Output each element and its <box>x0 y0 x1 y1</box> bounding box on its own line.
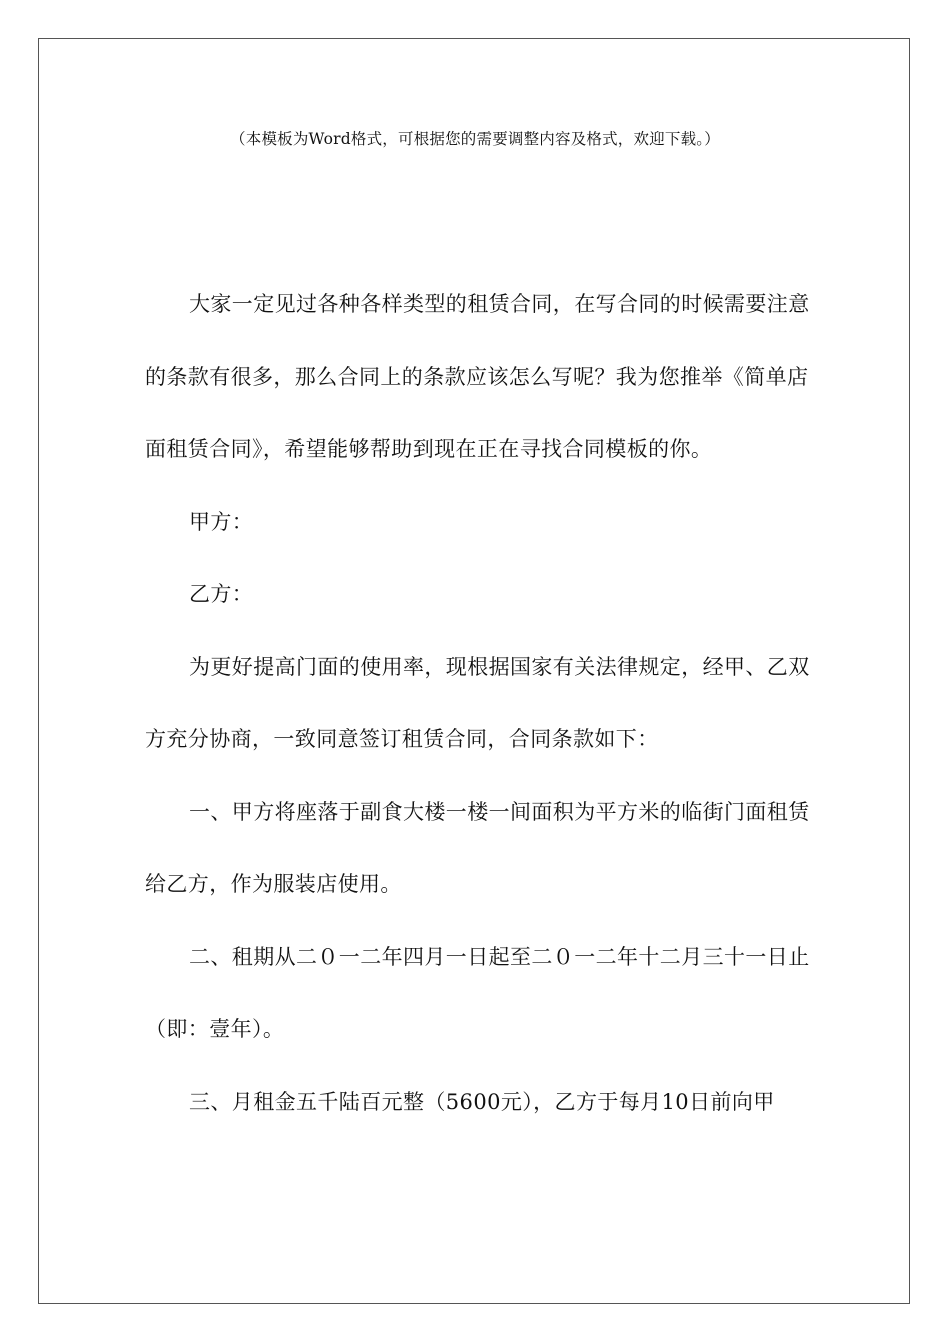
preamble-paragraph: 为更好提高门面的使用率，现根据国家有关法律规定，经甲、乙双方充分协商，一致同意签订租赁合同，合同条款如下： <box>145 654 810 751</box>
party-b-line: 乙方： <box>189 582 254 606</box>
document-body <box>145 268 810 1138</box>
clause-3: 三、月租金五千陆百元整（5600元），乙方于每月10日前向甲 <box>189 1089 775 1114</box>
clause-2: 二、租期从二０一二年四月一日起至二０一二年十二月三十一日止（即：壹年）。 <box>145 944 810 1041</box>
template-notice: （本模板为Word格式，可根据您的需要调整内容及格式，欢迎下载。） <box>230 130 720 148</box>
clause-1: 一、甲方将座落于副食大楼一楼一间面积为平方米的临街门面租赁给乙方，作为服装店使用。 <box>145 799 810 896</box>
intro-paragraph: 大家一定见过各种各样类型的租赁合同，在写合同的时候需要注意的条款有很多，那么合同上的条款应该怎么写呢？我为您推举《简单店面租赁合同》，希望能够帮助到现在正在寻找合同模板的你。 <box>145 292 810 461</box>
party-a-line: 甲方： <box>189 509 254 534</box>
